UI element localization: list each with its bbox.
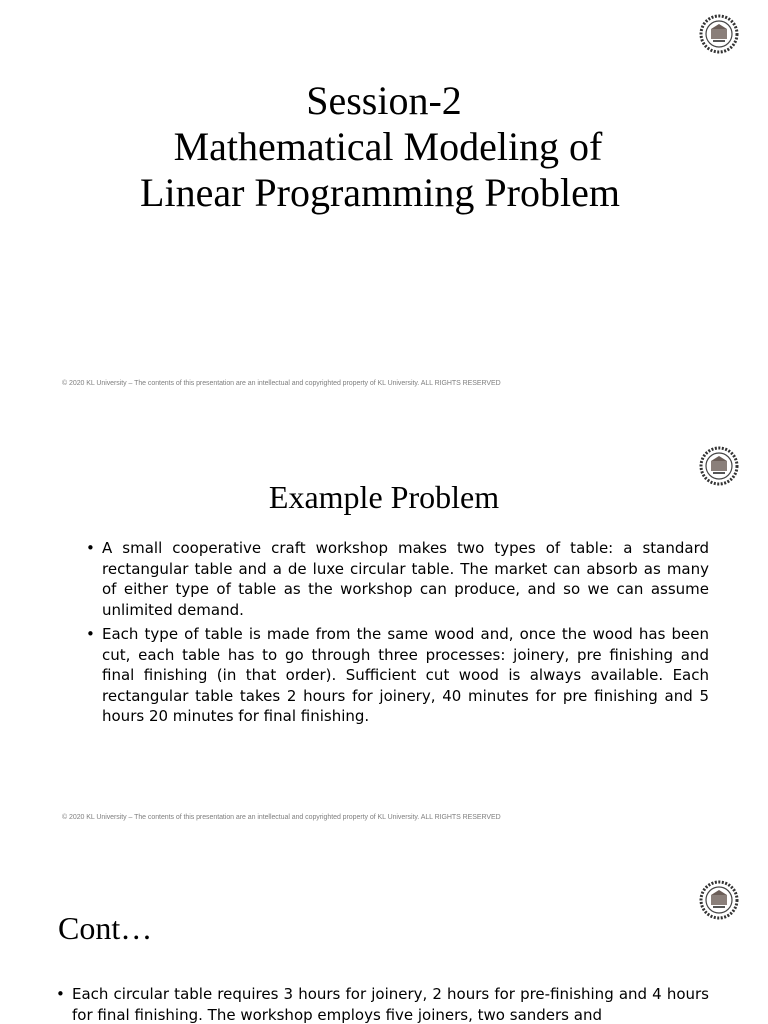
bullet-icon: • <box>86 625 95 643</box>
slide-heading: Cont… <box>58 910 153 946</box>
bullet-icon: • <box>86 539 95 557</box>
university-seal-icon <box>699 880 739 920</box>
list-item <box>56 984 709 1024</box>
title-slide <box>0 0 768 432</box>
bullet-text: A small cooperative craft workshop makes two types of table: a standard rectangular table and a de luxe circular table. The market can absorb as many of either type of table as the workshop can produce, and so we can assume unlimited demand. <box>102 539 709 619</box>
university-seal-icon <box>699 14 739 54</box>
copyright-footer: © 2020 KL University – The contents of this presentation are an intellectual and copyrighted property of KL University. ALL RIGHTS RESERVED <box>62 380 501 387</box>
bullet-icon: • <box>56 985 65 1003</box>
slide-heading: Example Problem <box>268 479 500 515</box>
list-item <box>86 538 709 620</box>
title-line-topic: Linear Programming Problem <box>140 170 620 215</box>
example-problem-slide <box>0 432 768 864</box>
continuation-slide <box>0 864 768 1024</box>
bullet-text: Each type of table is made from the same wood and, once the wood has been cut, each table has to go through three processes: joinery, pre finishing and final finishing (in that order). Sufficient cut wood is always available. Each rectangular table takes 2 hours for joinery, 40 minutes for pre finishing and 5 hours 20 minutes for final finishing. <box>102 625 709 725</box>
list-item <box>86 624 709 727</box>
slide-title <box>0 78 768 216</box>
copyright-footer: © 2020 KL University – The contents of this presentation are an intellectual and copyrighted property of KL University. ALL RIGHTS RESERVED <box>62 814 501 821</box>
title-line-session: Session-2 <box>306 78 462 123</box>
bullet-text: Each circular table requires 3 hours for joinery, 2 hours for pre-finishing and 4 hours for final finishing. The workshop employs five joiners, two sanders and <box>72 985 709 1024</box>
bullet-list <box>56 984 709 1024</box>
title-line-subject: Mathematical Modeling of <box>173 124 603 169</box>
bullet-list <box>86 538 709 731</box>
